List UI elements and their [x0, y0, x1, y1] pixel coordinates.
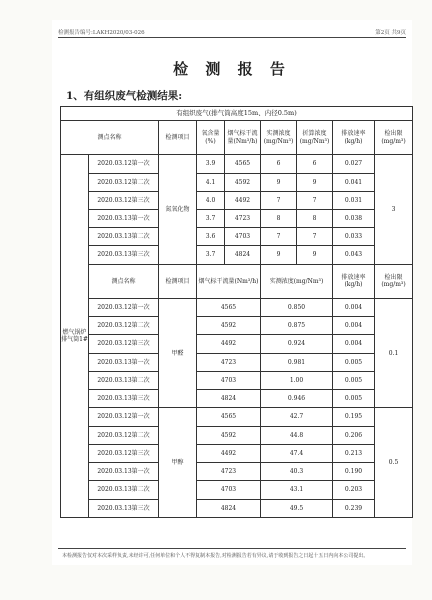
table-caption: 有组织废气(排气筒高度15m、内径0.5m) [61, 107, 413, 121]
table-row [61, 408, 413, 426]
o2-value: 3.7 [197, 209, 225, 227]
table-row [61, 481, 413, 499]
table-row [61, 317, 413, 335]
measured-value: 49.5 [261, 499, 333, 517]
measured-value: 0.981 [261, 353, 333, 371]
flow-value: 4492 [197, 335, 261, 353]
measured-value: 44.8 [261, 426, 333, 444]
sample-time: 2020.03.13第一次 [89, 209, 159, 227]
emission-results-table [60, 106, 413, 518]
o2-value: 4.1 [197, 173, 225, 191]
item-name: 氮氧化物 [159, 155, 197, 264]
rate-value: 0.203 [333, 481, 375, 499]
header-rate: 排放速率(kg/h) [333, 121, 375, 155]
flow-value: 4703 [225, 228, 261, 246]
flow-value: 4703 [197, 371, 261, 389]
rate-value: 0.195 [333, 408, 375, 426]
limit-value: 0.5 [375, 408, 413, 518]
converted-value: 7 [297, 191, 333, 209]
converted-value: 6 [297, 155, 333, 173]
table-row [61, 191, 413, 209]
report-page [52, 20, 412, 565]
table-row [61, 209, 413, 227]
flow-value: 4723 [197, 353, 261, 371]
rate-value: 0.206 [333, 426, 375, 444]
rate-value: 0.005 [333, 371, 375, 389]
flow-value: 4723 [225, 209, 261, 227]
table-row [61, 173, 413, 191]
header-flow: 烟气标干流量(Nm³/h) [225, 121, 261, 155]
flow-value: 4565 [225, 155, 261, 173]
sample-time: 2020.03.12第二次 [89, 317, 159, 335]
table-row [61, 353, 413, 371]
measured-value: 40.3 [261, 463, 333, 481]
footer-rule [58, 548, 406, 549]
flow-value: 4492 [197, 444, 261, 462]
sample-time: 2020.03.12第三次 [89, 444, 159, 462]
source-name: 燃气锅炉排气筒1# [61, 155, 89, 518]
caption-row [61, 107, 413, 121]
measured-value: 0.924 [261, 335, 333, 353]
table-row [61, 426, 413, 444]
rate-value: 0.190 [333, 463, 375, 481]
table-row [61, 298, 413, 316]
flow-value: 4592 [197, 317, 261, 335]
limit-value: 3 [375, 155, 413, 264]
header-point: 测点名称 [61, 121, 159, 155]
page-number: 第2页 共9页 [375, 30, 406, 36]
rate-value: 0.027 [333, 155, 375, 173]
measured-value: 0.875 [261, 317, 333, 335]
measured-value: 7 [261, 228, 297, 246]
sample-time: 2020.03.13第三次 [89, 390, 159, 408]
rate-value: 0.004 [333, 298, 375, 316]
o2-value: 3.7 [197, 246, 225, 264]
flow-value: 4824 [197, 390, 261, 408]
table-row [61, 463, 413, 481]
sample-time: 2020.03.12第三次 [89, 335, 159, 353]
measured-value: 9 [261, 173, 297, 191]
sample-time: 2020.03.12第二次 [89, 173, 159, 191]
header-measured: 实测浓度(mg/Nm³) [261, 121, 297, 155]
measured-value: 7 [261, 191, 297, 209]
sample-time: 2020.03.12第一次 [89, 408, 159, 426]
table-row [61, 390, 413, 408]
converted-value: 9 [297, 173, 333, 191]
rate-value: 0.005 [333, 390, 375, 408]
report-number: 检测报告编号:LAKH2020/03-026 [58, 30, 145, 36]
rate-value: 0.041 [333, 173, 375, 191]
rate-value: 0.004 [333, 335, 375, 353]
flow-value: 4592 [197, 426, 261, 444]
footer-note: 本检测报告仅对本次采样负责,未经许可,任何单位和个人不得复制本报告,对检测报告若有异议,请于收到报告之日起十五日内向本公司提出。 [62, 553, 369, 559]
measured-value: 6 [261, 155, 297, 173]
header-limit: 检出限(mg/m³) [375, 121, 413, 155]
sample-time: 2020.03.13第二次 [89, 481, 159, 499]
converted-value: 8 [297, 209, 333, 227]
flow-value: 4703 [197, 481, 261, 499]
sample-time: 2020.03.12第一次 [89, 155, 159, 173]
header-item: 检测项目 [159, 264, 197, 298]
header-flow: 烟气标干流量(Nm³/h) [197, 264, 261, 298]
measured-value: 42.7 [261, 408, 333, 426]
sample-time: 2020.03.13第三次 [89, 246, 159, 264]
flow-value: 4565 [197, 408, 261, 426]
item-name: 甲醇 [159, 408, 197, 518]
flow-value: 4565 [197, 298, 261, 316]
o2-value: 4.0 [197, 191, 225, 209]
table-row [61, 444, 413, 462]
measured-value: 0.850 [261, 298, 333, 316]
rate-value: 0.033 [333, 228, 375, 246]
converted-value: 9 [297, 246, 333, 264]
rate-value: 0.004 [333, 317, 375, 335]
measured-value: 47.4 [261, 444, 333, 462]
header-row [61, 264, 413, 298]
flow-value: 4723 [197, 463, 261, 481]
rate-value: 0.005 [333, 353, 375, 371]
report-title: 检 测 报 告 [173, 60, 291, 78]
stamp-seal [418, 222, 432, 292]
sample-time: 2020.03.13第二次 [89, 228, 159, 246]
sample-time: 2020.03.12第一次 [89, 298, 159, 316]
flow-value: 4824 [197, 499, 261, 517]
sample-time: 2020.03.12第三次 [89, 191, 159, 209]
limit-value: 0.1 [375, 298, 413, 407]
header-rate: 排放速率(kg/h) [333, 264, 375, 298]
sample-time: 2020.03.12第二次 [89, 426, 159, 444]
table-row [61, 246, 413, 264]
table-body [61, 107, 413, 518]
flow-value: 4592 [225, 173, 261, 191]
header-rule [58, 37, 406, 38]
flow-value: 4492 [225, 191, 261, 209]
table-row [61, 371, 413, 389]
o2-value: 3.6 [197, 228, 225, 246]
measured-value: 9 [261, 246, 297, 264]
sample-time: 2020.03.13第三次 [89, 499, 159, 517]
header-row [61, 121, 413, 155]
sample-time: 2020.03.13第一次 [89, 463, 159, 481]
measured-value: 43.1 [261, 481, 333, 499]
table-row [61, 335, 413, 353]
table-row [61, 155, 413, 173]
rate-value: 0.043 [333, 246, 375, 264]
measured-value: 0.946 [261, 390, 333, 408]
section-heading: 1、有组织废气检测结果: [66, 90, 183, 102]
header-item: 检测项目 [159, 121, 197, 155]
converted-value: 7 [297, 228, 333, 246]
sample-time: 2020.03.13第一次 [89, 353, 159, 371]
header-point: 测点名称 [89, 264, 159, 298]
measured-value: 1.00 [261, 371, 333, 389]
header-converted: 折算浓度(mg/Nm³) [297, 121, 333, 155]
sample-time: 2020.03.13第二次 [89, 371, 159, 389]
item-name: 甲醛 [159, 298, 197, 407]
header-limit: 检出限(mg/m³) [375, 264, 413, 298]
rate-value: 0.038 [333, 209, 375, 227]
o2-value: 3.9 [197, 155, 225, 173]
rate-value: 0.031 [333, 191, 375, 209]
flow-value: 4824 [225, 246, 261, 264]
measured-value: 8 [261, 209, 297, 227]
header-o2: 氧含量(%) [197, 121, 225, 155]
table-row [61, 499, 413, 517]
rate-value: 0.213 [333, 444, 375, 462]
table-row [61, 228, 413, 246]
header-measured: 实测浓度(mg/Nm³) [261, 264, 333, 298]
rate-value: 0.239 [333, 499, 375, 517]
